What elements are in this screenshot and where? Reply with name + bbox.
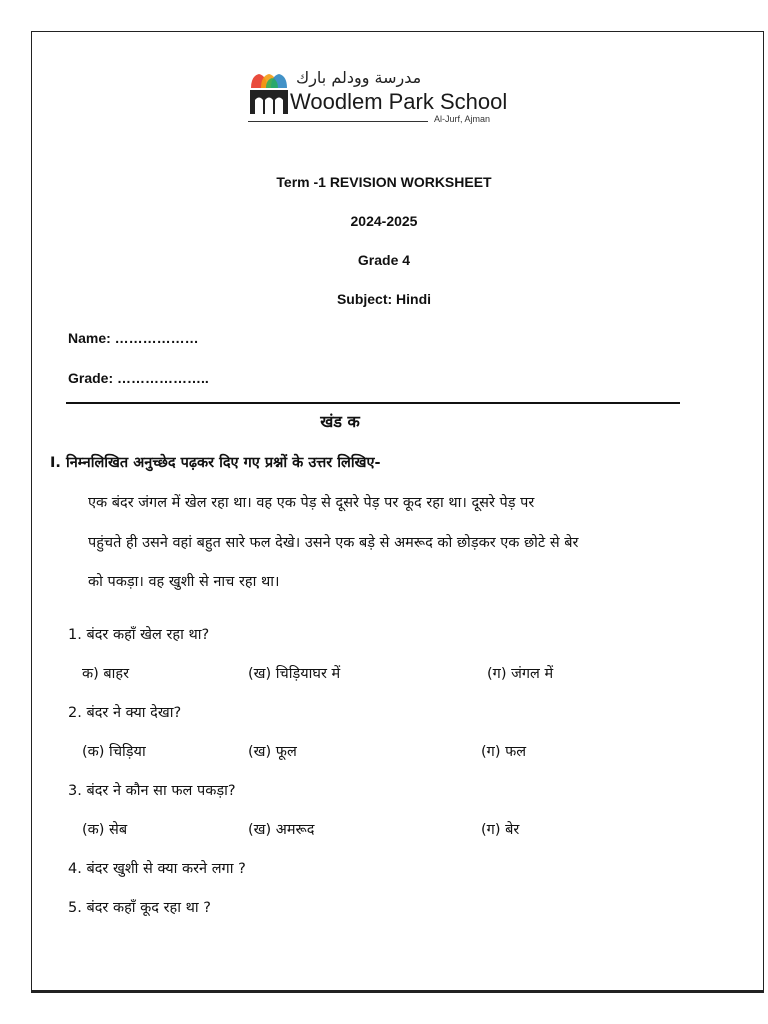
- school-name: Woodlem Park School: [290, 89, 508, 114]
- question-4: 4. बंदर खुशी से क्या करने लगा ?: [68, 861, 246, 877]
- instruction: I. निम्नलिखित अनुच्छेद पढ़कर दिए गए प्रश्नों के उत्तर लिखिए-: [50, 455, 381, 471]
- section-heading: खंड क: [320, 412, 360, 431]
- subject-heading: Subject: Hindi: [336, 291, 432, 307]
- grade-field[interactable]: Grade: ………………..: [68, 370, 209, 386]
- passage-line: पहुंचते ही उसने वहां बहुत सारे फल देखे। उसने एक बड़े से अमरूद को छोड़कर एक छोटे से बेर: [88, 535, 579, 551]
- option-a[interactable]: क) बाहर: [82, 666, 130, 682]
- question-1: 1. बंदर कहाँ खेल रहा था?: [68, 627, 210, 643]
- option-c[interactable]: (ग) फल: [481, 744, 527, 760]
- option-a[interactable]: (क) चिड़िया: [82, 744, 146, 760]
- option-b[interactable]: (ख) अमरूद: [248, 822, 315, 838]
- school-location: Al-Jurf, Ajman: [434, 114, 491, 124]
- option-c[interactable]: (ग) बेर: [481, 822, 520, 838]
- question-2: 2. बंदर ने क्या देखा?: [68, 705, 182, 721]
- passage-line: एक बंदर जंगल में खेल रहा था। वह एक पेड़ से दूसरे पेड़ पर कूद रहा था। दूसरे पेड़ पर: [88, 495, 535, 511]
- academic-year: 2024-2025: [350, 213, 418, 229]
- option-b[interactable]: (ख) फूल: [248, 744, 297, 760]
- logo-divider: [248, 121, 428, 122]
- question-5: 5. बंदर कहाँ कूद रहा था ?: [68, 900, 211, 916]
- passage-line: को पकड़ा। वह खुशी से नाच रहा था।: [88, 574, 280, 590]
- header-divider: [66, 402, 680, 404]
- question-3: 3. बंदर ने कौन सा फल पकड़ा?: [68, 783, 236, 799]
- school-emblem-icon: [248, 72, 290, 118]
- option-c[interactable]: (ग) जंगल में: [487, 666, 554, 682]
- grade-heading: Grade 4: [357, 252, 411, 268]
- worksheet-title: Term -1 REVISION WORKSHEET: [276, 174, 492, 190]
- school-logo: [248, 70, 513, 130]
- option-a[interactable]: (क) सेब: [82, 822, 128, 838]
- name-field[interactable]: Name: ………………: [68, 330, 199, 346]
- option-b[interactable]: (ख) चिड़ियाघर में: [248, 666, 341, 682]
- school-name-arabic: مدرسة وودلم بارك: [296, 68, 422, 87]
